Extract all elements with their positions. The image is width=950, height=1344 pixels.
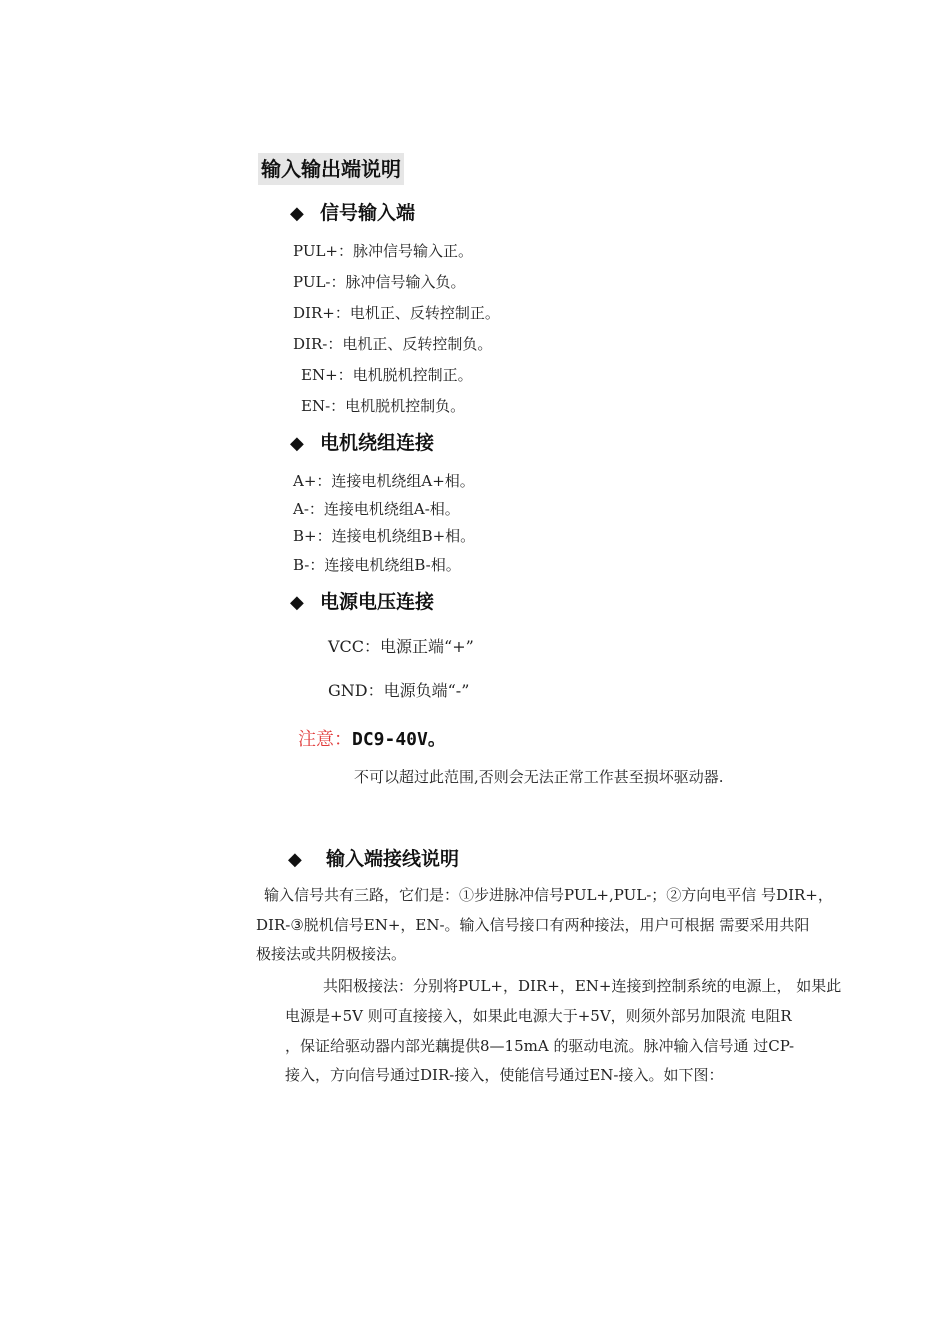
diamond-bullet-icon: ◆: [288, 849, 302, 870]
winding-item-b-plus: B+：连接电机绕组B+相。: [293, 527, 476, 545]
power-item-gnd: GND：电源负端“-”: [328, 681, 470, 700]
power-note: [298, 728, 446, 752]
power-warning: 不可以超过此范围,否则会无法正常工作甚至损坏驱动器.: [354, 768, 724, 786]
wiring-para1-line3: 极接法或共阴极接法。: [256, 945, 407, 963]
heading-text: 输入端接线说明: [326, 848, 460, 870]
diamond-bullet-icon: ◆: [290, 592, 304, 613]
signal-item-dir-plus: DIR+：电机正、反转控制正。: [293, 304, 500, 322]
note-label: 注意：: [298, 729, 352, 750]
page-title: 输入输出端说明: [258, 153, 404, 185]
winding-item-b-minus: B-：连接电机绕组B-相。: [293, 556, 461, 574]
power-item-vcc: VCC：电源正端“+”: [328, 637, 474, 656]
winding-item-a-plus: A+：连接电机绕组A+相。: [293, 472, 475, 490]
section-heading-motor-winding: [290, 430, 434, 456]
diamond-bullet-icon: ◆: [290, 433, 304, 454]
signal-item-en-plus: EN+：电机脱机控制正。: [301, 366, 473, 384]
heading-text: 电机绕组连接: [320, 432, 435, 454]
heading-text: 信号输入端: [320, 202, 416, 224]
signal-item-dir-minus: DIR-：电机正、反转控制负。: [293, 335, 493, 353]
signal-item-en-minus: EN-：电机脱机控制负。: [301, 397, 466, 415]
wiring-para1-line1: 输入信号共有三路，它们是：①步进脉冲信号PUL+,PUL-；②方向电平信 号DIR+，: [264, 886, 833, 904]
wiring-para2-line2: 电源是+5V 则可直接接入，如果此电源大于+5V，则须外部另加限流 电阻R: [285, 1007, 792, 1025]
diamond-bullet-icon: ◆: [290, 203, 304, 224]
signal-item-pul-plus: PUL+：脉冲信号输入正。: [293, 242, 474, 260]
wiring-para2-line4: 接入，方向信号通过DIR-接入，使能信号通过EN-接入。如下图：: [285, 1066, 724, 1084]
winding-item-a-minus: A-：连接电机绕组A-相。: [293, 500, 460, 518]
section-heading-input-wiring: [288, 846, 459, 872]
note-voltage-range: DC9-40V。: [352, 729, 446, 750]
signal-item-pul-minus: PUL-：脉冲信号输入负。: [293, 273, 466, 291]
heading-text: 电源电压连接: [320, 591, 435, 613]
wiring-para2-line1: 共阳极接法：分别将PUL+，DIR+，EN+连接到控制系统的电源上， 如果此: [323, 977, 842, 995]
section-heading-power: [290, 589, 434, 615]
section-heading-signal-input: [290, 200, 415, 226]
wiring-para2-line3: ，保证给驱动器内部光藕提供8—15mA 的驱动电流。脉冲输入信号通 过CP-: [285, 1037, 795, 1055]
wiring-para1-line2: DIR-③脱机信号EN+，EN-。输入信号接口有两种接法，用户可根据 需要采用共阳: [256, 916, 810, 934]
